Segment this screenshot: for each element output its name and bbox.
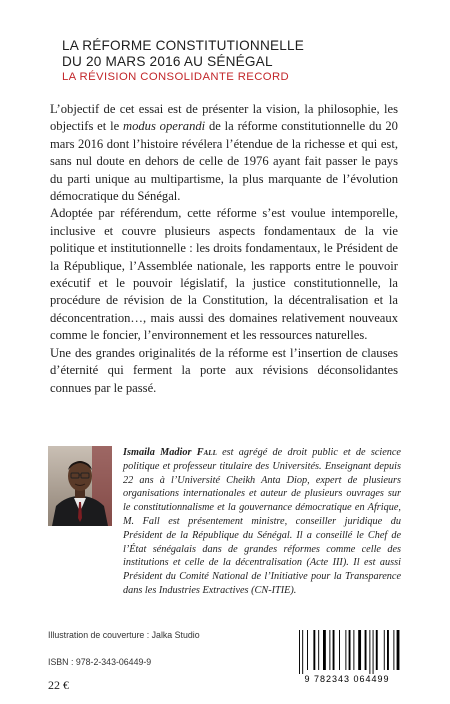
paragraph-text: L’objectif de cet essai est de présenter la vision, la philosophie, les objectifs et le bbox=[50, 102, 398, 134]
barcode-bar bbox=[358, 630, 361, 670]
author-first-names: Ismaila Madior bbox=[123, 447, 197, 458]
summary-paragraph-2: Adoptée par référendum, cette réforme s’est voulue intemporelle, inclusive et couvre plusieurs aspects fondamentaux de la vie politique et institutionnelle : les droits fondamentaux, le Président de la République, l’Assemblée nationale, les rapports entre le pouvoir exécutif et le pouvoir législatif, la justice constitutionnelle, la procédure de révision de la Constitution, la décentralisation et la déconcentration…, mais aussi des domaines relativement nouveaux comme le foncier, l’environnement et les ressources naturelles. bbox=[50, 206, 398, 343]
barcode-bar bbox=[349, 630, 351, 670]
price: 22 € bbox=[48, 678, 69, 692]
isbn: ISBN : 978-2-343-06449-9 bbox=[48, 657, 152, 667]
barcode-bar bbox=[353, 630, 354, 670]
barcode-bars bbox=[291, 630, 403, 674]
barcode bbox=[291, 630, 403, 686]
barcode-bar bbox=[373, 630, 374, 674]
barcode-bar bbox=[376, 630, 378, 670]
barcode-bar bbox=[345, 630, 346, 670]
barcode-number: 9 782343 064499 bbox=[304, 674, 390, 684]
barcode-bar bbox=[318, 630, 319, 670]
barcode-bar bbox=[323, 630, 326, 670]
barcode-bar bbox=[329, 630, 330, 670]
summary-paragraph-1 bbox=[50, 101, 398, 205]
book-title-line-1: LA RÉFORME CONSTITUTIONNELLE bbox=[62, 38, 305, 53]
book-subtitle: LA RÉVISION CONSOLIDANTE RECORD bbox=[62, 71, 290, 83]
author-bio-text: est agrégé de droit public et de science politique et professeur titulaire des Universités. Enseignant depuis 22 ans à l’Université Cheikh Anta Diop, expert de plusieurs organisations internationales et auteur de plusieurs ouvrages sur le constitutionnalisme et la gouvernance démocratique en Afrique, M. Fall est présentement ministre, conseiller juridique du Président de la République du Sénégal. Il a conseillé le Chef de l’État sénégalais dans de grandes réformes comme celle des institutions et celle de la décentralisation (Acte III). Il est aussi Président du Comité National de l’Initiative pour la Transparence dans les Industries Extractives (CN-ITIE). bbox=[123, 447, 401, 596]
author-photo bbox=[48, 446, 112, 526]
summary-paragraph-3: Une des grandes originalités de la réforme est l’insertion de clauses d’éternité qui ferment la porte aux révisions déconsolidantes connues par le passé. bbox=[50, 345, 398, 395]
barcode-bar bbox=[387, 630, 389, 670]
cover-illustration-credit: Illustration de couverture : Jalka Studio bbox=[48, 630, 200, 640]
back-cover-summary bbox=[50, 101, 398, 397]
cover-header bbox=[62, 38, 402, 85]
barcode-bar bbox=[313, 630, 315, 670]
barcode-bar bbox=[339, 630, 340, 670]
book-title-line-2: DU 20 MARS 2016 AU SÉNÉGAL bbox=[62, 54, 273, 69]
barcode-bar bbox=[307, 630, 308, 670]
author-name bbox=[123, 447, 217, 458]
barcode-bar bbox=[397, 630, 400, 670]
barcode-bar bbox=[384, 630, 385, 670]
barcode-bar bbox=[393, 630, 394, 670]
barcode-bar bbox=[369, 630, 370, 674]
barcode-bar bbox=[333, 630, 335, 670]
barcode-bar bbox=[302, 630, 303, 674]
barcode-bar bbox=[365, 630, 367, 670]
barcode-bar bbox=[299, 630, 300, 674]
author-bio bbox=[123, 446, 401, 598]
author-surname: Fall bbox=[196, 447, 217, 458]
emphasis-text: modus operandi bbox=[122, 119, 206, 134]
paragraph-text: de la réforme constitutionnelle du 20 mars 2016 dont l’histoire révélera l’étendue de la richesse et qui est, sans nul doute en dehors de celle de 1976 ayant fait passer le pays du parti unique au multipartisme, la plus marquante de l’évolution démocratique du Sénégal. bbox=[50, 119, 398, 204]
